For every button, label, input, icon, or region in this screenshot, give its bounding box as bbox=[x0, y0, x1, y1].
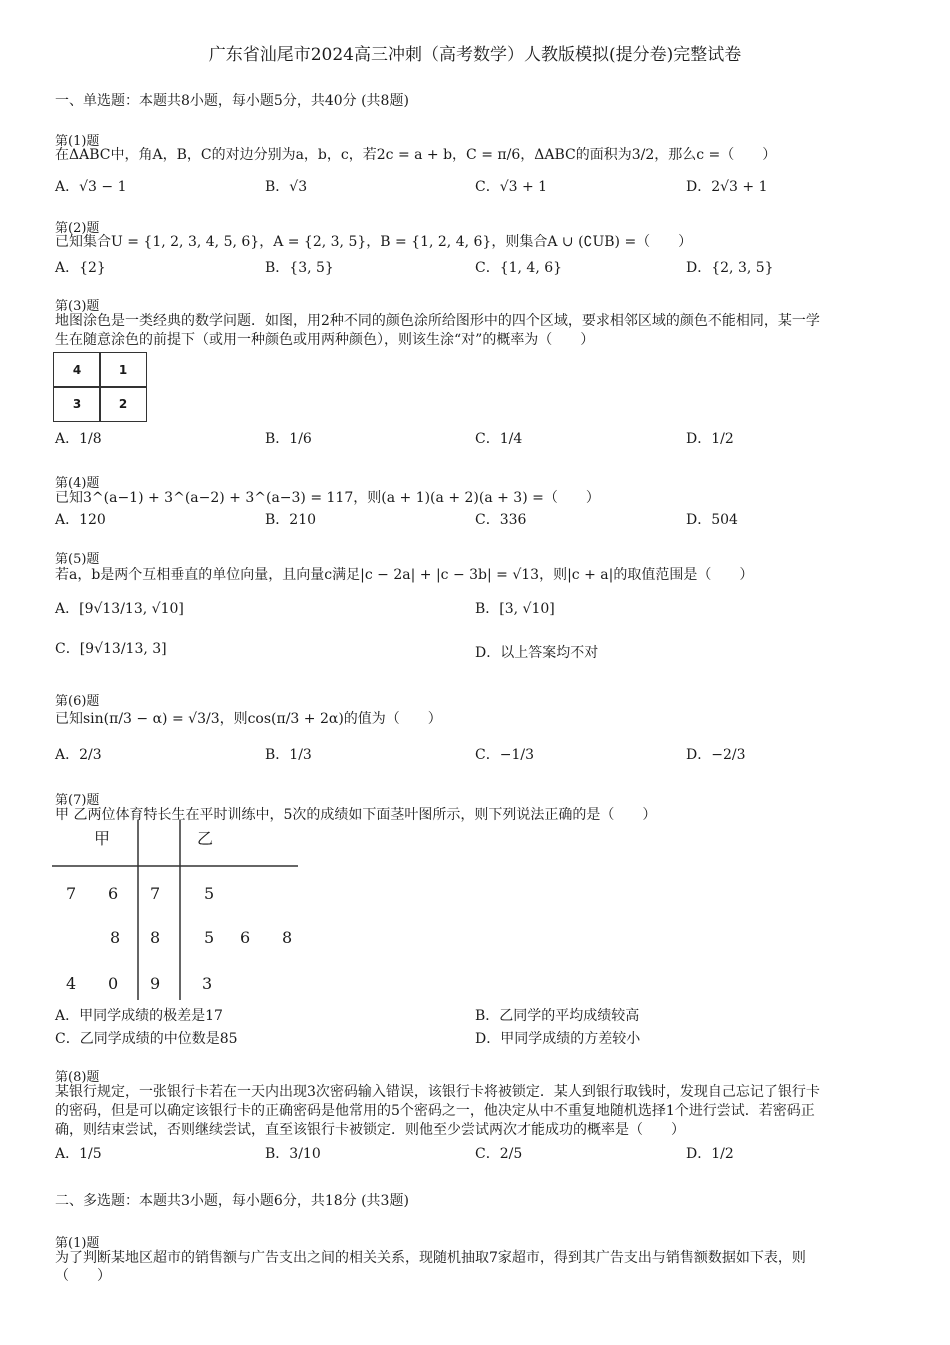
option-d: D．以上答案均不对 bbox=[475, 645, 599, 661]
option-c: C．√3 + 1 bbox=[475, 179, 548, 195]
question-stem-line2: 的密码，但是可以确定该银行卡的正确密码是他常用的5个密码之一，他决定从中不重复地随机选择1个进行尝试．若密码正 bbox=[55, 1103, 815, 1119]
question-stem: 在ΔABC中，角A，B，C的对边分别为a，b，c，若2c = a + b，C = π/6，ΔABC的面积为3/2，那么c =（ ） bbox=[55, 147, 777, 163]
leaf-left: 8 bbox=[110, 928, 121, 947]
question-stem-line3: 确，则结束尝试，否则继续尝试，直至该银行卡被锁定．则他至少尝试两次才能成功的概率是（ ） bbox=[55, 1122, 685, 1138]
question-number: 第(5)题 bbox=[55, 552, 100, 567]
option-c: C．[9√13/13, 3] bbox=[55, 641, 167, 657]
question-number: 第(3)题 bbox=[55, 299, 100, 314]
region-label: 4 bbox=[72, 363, 82, 377]
option-d: D．甲同学成绩的方差较小 bbox=[475, 1031, 641, 1047]
leaf-left: 0 bbox=[108, 974, 119, 993]
option-b: B．3/10 bbox=[265, 1146, 321, 1162]
question-stem: 已知3^(a−1) + 3^(a−2) + 3^(a−3) = 117，则(a + 1)(a + 2)(a + 3) =（ ） bbox=[55, 490, 600, 506]
option-a: A．√3 − 1 bbox=[55, 179, 127, 195]
option-c: C．1/4 bbox=[475, 431, 523, 447]
option-c: C．336 bbox=[475, 512, 527, 528]
region-label: 1 bbox=[118, 363, 128, 377]
option-b: B．210 bbox=[265, 512, 317, 528]
leaf-right: 6 bbox=[240, 928, 251, 947]
leaf-right: 8 bbox=[282, 928, 293, 947]
option-b: B．乙同学的平均成绩较高 bbox=[475, 1008, 640, 1024]
option-c: C．2/5 bbox=[475, 1146, 523, 1162]
section-single-choice: 一、单选题：本题共8小题，每小题5分，共40分 (共8题) bbox=[55, 93, 409, 109]
question-number: 第(1)题 bbox=[55, 1236, 100, 1251]
option-d: D．1/2 bbox=[686, 431, 734, 447]
option-b: B．1/6 bbox=[265, 431, 312, 447]
page-title: 广东省汕尾市2024高三冲刺（高考数学）人教版模拟(提分卷)完整试卷 bbox=[208, 45, 742, 65]
stem-value: 9 bbox=[150, 974, 161, 993]
header-jia: 甲 bbox=[94, 829, 111, 848]
question-number: 第(4)题 bbox=[55, 476, 100, 491]
question-stem-line2: 生在随意涂色的前提下（或用一种颜色或用两种颜色），则该生涂“对”的概率为（ ） bbox=[55, 332, 595, 348]
question-number: 第(7)题 bbox=[55, 793, 100, 808]
option-a: A．1/8 bbox=[55, 431, 102, 447]
region-label: 2 bbox=[118, 397, 128, 411]
option-d: D．−2/3 bbox=[686, 747, 746, 763]
option-b: B．1/3 bbox=[265, 747, 312, 763]
option-b: B．{3, 5} bbox=[265, 260, 334, 276]
leaf-right: 5 bbox=[204, 884, 215, 903]
question-stem: 已知sin(π/3 − α) = √3/3，则cos(π/3 + 2α)的值为（ ） bbox=[55, 711, 442, 727]
option-c: C．{1, 4, 6} bbox=[475, 260, 563, 276]
leaf-left: 4 bbox=[66, 974, 77, 993]
option-a: A．2/3 bbox=[55, 747, 102, 763]
stem-leaf-lines bbox=[52, 820, 302, 1000]
question-stem: 甲 乙两位体育特长生在平时训练中，5次的成绩如下面茎叶图所示，则下列说法正确的是（ ） bbox=[55, 807, 657, 823]
stem-leaf-plot bbox=[52, 820, 302, 1000]
option-b: B．√3 bbox=[265, 179, 308, 195]
section-multi-choice: 二、多选题：本题共3小题，每小题6分，共18分 (共3题) bbox=[55, 1193, 409, 1209]
question-stem-line1: 某银行规定，一张银行卡若在一天内出现3次密码输入错误，该银行卡将被锁定．某人到银行取钱时，发现自己忘记了银行卡 bbox=[55, 1084, 820, 1100]
leaf-left: 7 bbox=[66, 884, 77, 903]
option-a: A．120 bbox=[55, 512, 106, 528]
option-d: D．1/2 bbox=[686, 1146, 734, 1162]
question-stem-line1: 为了判断某地区超市的销售额与广告支出之间的相关关系，现随机抽取7家超市，得到其广告支出与销售额数据如下表，则 bbox=[55, 1250, 806, 1266]
question-stem: 若a，b是两个互相垂直的单位向量，且向量c满足|c − 2a| + |c − 3b| = √13，则|c + a|的取值范围是（ ） bbox=[55, 567, 754, 583]
stem-value: 7 bbox=[150, 884, 161, 903]
option-a: A．{2} bbox=[55, 260, 106, 276]
option-c: C．−1/3 bbox=[475, 747, 534, 763]
map-coloring-figure bbox=[53, 352, 147, 422]
question-number: 第(2)题 bbox=[55, 221, 100, 236]
question-number: 第(1)题 bbox=[55, 134, 100, 149]
option-b: B．[3, √10] bbox=[475, 601, 555, 617]
header-yi: 乙 bbox=[197, 829, 214, 848]
option-a: A．甲同学成绩的极差是17 bbox=[55, 1008, 223, 1024]
question-stem-line2: （ ） bbox=[55, 1268, 111, 1284]
leaf-right: 5 bbox=[204, 928, 215, 947]
region-label: 3 bbox=[72, 397, 82, 411]
question-stem: 已知集合U = {1, 2, 3, 4, 5, 6}，A = {2, 3, 5}，B = {1, 2, 4, 6}，则集合A ∪ (∁UB) =（ ） bbox=[55, 234, 693, 250]
leaf-left: 6 bbox=[108, 884, 119, 903]
question-number: 第(8)题 bbox=[55, 1070, 100, 1085]
option-c: C．乙同学成绩的中位数是85 bbox=[55, 1031, 238, 1047]
option-d: D．504 bbox=[686, 512, 738, 528]
question-number: 第(6)题 bbox=[55, 694, 100, 709]
option-d: D．{2, 3, 5} bbox=[686, 260, 774, 276]
stem-value: 8 bbox=[150, 928, 161, 947]
question-stem-line1: 地图涂色是一类经典的数学问题．如图，用2种不同的颜色涂所给图形中的四个区域，要求相邻区域的颜色不能相同，某一学 bbox=[55, 313, 820, 329]
leaf-right: 3 bbox=[202, 974, 213, 993]
option-a: A．[9√13/13, √10] bbox=[55, 601, 184, 617]
option-a: A．1/5 bbox=[55, 1146, 102, 1162]
option-d: D．2√3 + 1 bbox=[686, 179, 768, 195]
